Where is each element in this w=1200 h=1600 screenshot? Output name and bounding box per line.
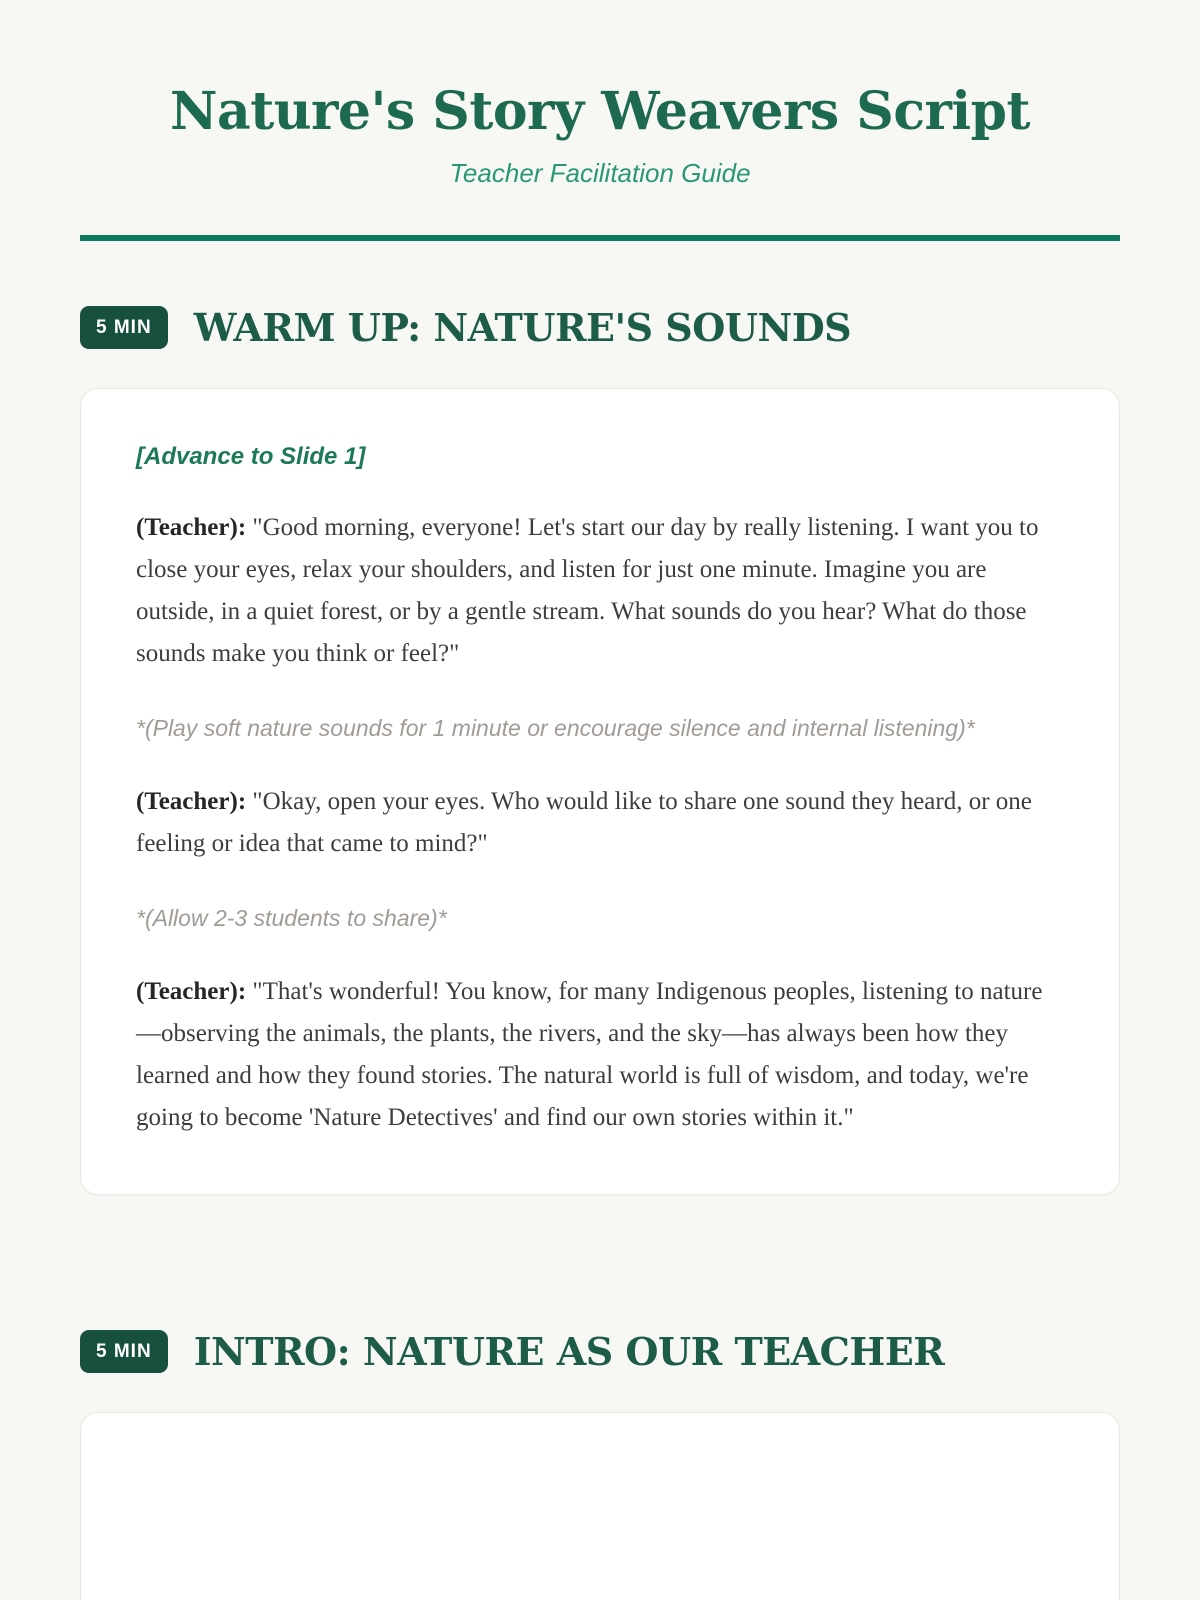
- teacher-dialogue: "Good morning, everyone! Let's start our day by really listening. I want you to close your eyes, relax your shoulders, and listen for just one minute. Imagine you are outside, in a quiet forest, or by a gentle stream. What sounds do you hear? What do those sounds make you think or feel?": [136, 513, 1039, 667]
- section-intro: [80, 1329, 1120, 1600]
- script-card: [80, 1412, 1120, 1600]
- title-divider: [80, 235, 1120, 241]
- teacher-paragraph: [136, 781, 1064, 865]
- teacher-paragraph: [136, 971, 1064, 1139]
- teacher-paragraph: [136, 507, 1064, 675]
- document-page: [80, 0, 1120, 1600]
- duration-badge: 5 MIN: [80, 1330, 168, 1373]
- teacher-label: (Teacher):: [136, 787, 247, 815]
- slide-cue: [Advance to Slide 1]: [136, 442, 366, 470]
- section-header: [80, 305, 1120, 350]
- page-subtitle: Teacher Facilitation Guide: [449, 157, 751, 188]
- teacher-label: (Teacher):: [136, 977, 247, 1005]
- stage-direction: *(Play soft nature sounds for 1 minute or encourage silence and internal listening)*: [136, 714, 975, 741]
- section-warm-up: [80, 305, 1120, 1195]
- section-header: [80, 1329, 1120, 1374]
- teacher-dialogue: "Okay, open your eyes. Who would like to share one sound they heard, or one feeling or idea that came to mind?": [136, 787, 1032, 857]
- script-card: [80, 388, 1120, 1195]
- document-header: [80, 0, 1120, 241]
- duration-badge: 5 MIN: [80, 306, 168, 349]
- section-title: WARM UP: NATURE'S SOUNDS: [193, 304, 852, 350]
- teacher-label: (Teacher):: [136, 513, 247, 541]
- teacher-dialogue: "That's wonderful! You know, for many Indigenous peoples, listening to nature—observing the animals, the plants, the rivers, and the sky—has always been how they learned and how they found stories. The natural world is full of wisdom, and today, we're going to become 'Nature Detectives' and find our own stories within it.": [136, 977, 1043, 1131]
- section-title: INTRO: NATURE AS OUR TEACHER: [193, 1328, 945, 1374]
- page-title: Nature's Story Weavers Script: [169, 81, 1031, 142]
- stage-direction: *(Allow 2-3 students to share)*: [136, 904, 447, 931]
